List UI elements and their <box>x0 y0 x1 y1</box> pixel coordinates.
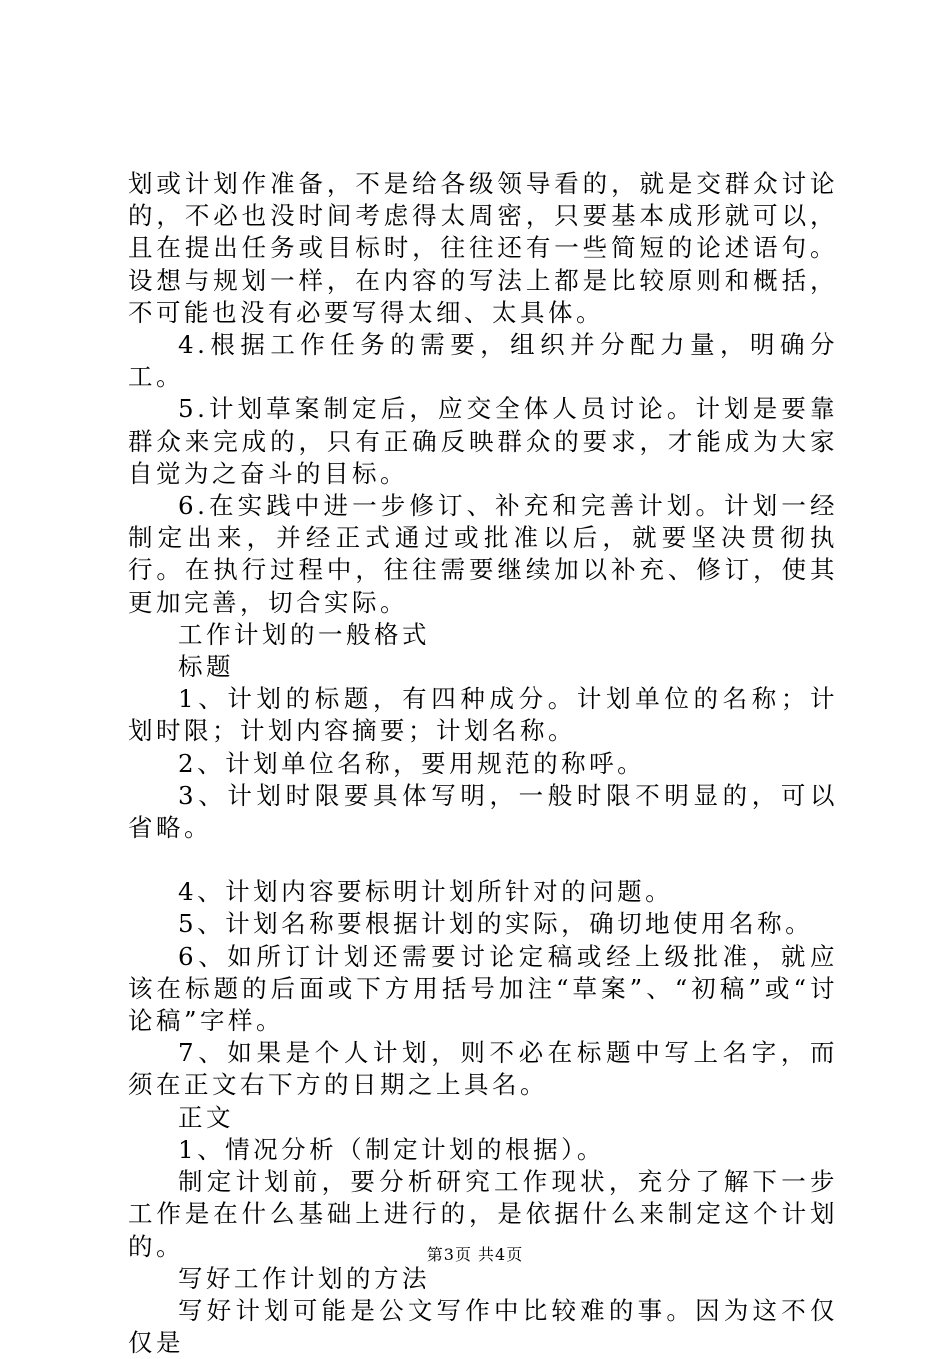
title-rule-1: 1、计划的标题，有四种成分。计划单位的名称；计划时限；计划内容摘要；计划名称。 <box>128 684 838 746</box>
section-heading-general-format: 工作计划的一般格式 <box>178 619 430 649</box>
body-item-1: 1、情况分析（制定计划的根据）。 <box>178 1134 605 1164</box>
title-rule-5: 5、计划名称要根据计划的实际，确切地使用名称。 <box>178 909 814 939</box>
method-paragraph: 写好计划可能是公文写作中比较难的事。因为这不仅仅是 <box>128 1295 838 1358</box>
title-rule-6: 6、如所订计划还需要讨论定稿或经上级批准，就应该在标题的后面或下方用括号加注“草案”、“初稿”或“讨论稿”字样。 <box>128 941 838 1036</box>
document-body <box>128 168 838 1359</box>
title-rule-3: 3、计划时限要具体写明，一般时限不明显的，可以省略。 <box>128 780 838 843</box>
paragraph-item-4: 4.根据工作任务的需要，组织并分配力量，明确分工。 <box>128 330 838 392</box>
paragraph-item-6: 6.在实践中进一步修订、补充和完善计划。计划一经制定出来，并经正式通过或批准以后，就要坚决贯彻执行。在执行过程中，往往需要继续加以补充、修订，使其更加完善，切合实际。 <box>128 491 838 617</box>
title-rule-4: 4、计划内容要标明计划所针对的问题。 <box>178 877 674 907</box>
title-rule-7: 7、如果是个人计划，则不必在标题中写上名字，而须在正文右下方的日期之上具名。 <box>128 1038 838 1100</box>
body-item-1-detail: 制定计划前，要分析研究工作现状，充分了解下一步工作是在什么基础上进行的，是依据什么来制定这个计划的。 <box>128 1167 838 1261</box>
page-footer: 第3页 共4页 <box>426 1245 524 1264</box>
section-heading-method: 写好工作计划的方法 <box>178 1263 430 1293</box>
subheading-body: 正文 <box>178 1102 234 1132</box>
paragraph-continuation: 划或计划作准备，不是给各级领导看的，就是交群众讨论的，不必也没时间考虑得太周密，只要基本成形就可以，且在提出任务或目标时，往往还有一些简短的论述语句。设想与规划一样，在内容的写法上都是比较原则和概括，不可能也没有必要写得太细、太具体。 <box>128 169 838 327</box>
subheading-title: 标题 <box>178 652 234 682</box>
blank-line <box>128 844 838 876</box>
paragraph-item-5: 5.计划草案制定后，应交全体人员讨论。计划是要靠群众来完成的，只有正确反映群众的要求，才能成为大家自觉为之奋斗的目标。 <box>128 394 838 488</box>
title-rule-2: 2、计划单位名称，要用规范的称呼。 <box>178 748 646 778</box>
